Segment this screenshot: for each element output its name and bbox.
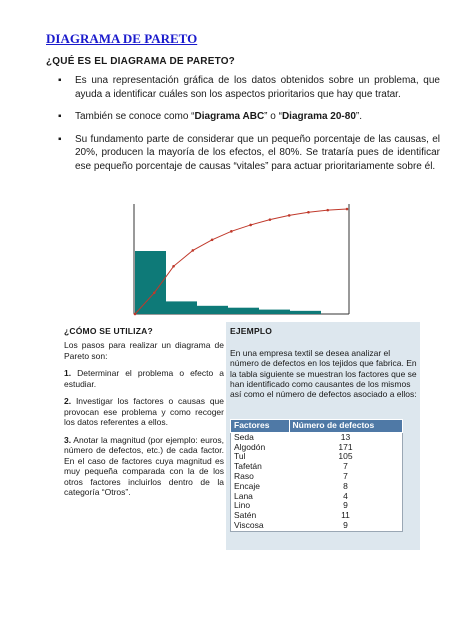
cumulative-point — [153, 292, 156, 295]
cell-factor: Lino — [231, 501, 290, 511]
step-number: 1. — [64, 368, 72, 378]
pareto-bar — [259, 310, 290, 314]
cumulative-point — [211, 239, 214, 242]
cell-factor: Lana — [231, 492, 290, 502]
defects-table — [230, 419, 403, 532]
cell-factor: Encaje — [231, 482, 290, 492]
table-row — [231, 482, 403, 492]
cell-count: 9 — [289, 521, 403, 531]
step-text: Anotar la magnitud (por ejemplo: euros, número de defectos, etc.) de cada factor. En el caso de factores cuya magnitud es muy pequeña comparada con la de los otros factores incluirlos dentro de la categoría “Otros”. — [64, 434, 224, 497]
cell-count: 7 — [289, 472, 403, 482]
term-20-80: Diagrama 20-80 — [281, 111, 356, 122]
cell-factor: Raso — [231, 472, 290, 482]
cumulative-point — [288, 214, 291, 217]
cumulative-point — [269, 218, 272, 221]
term-abc: Diagrama ABC — [194, 111, 265, 122]
cumulative-point — [134, 313, 137, 316]
cell-factor: Tul — [231, 452, 290, 462]
pareto-chart — [120, 200, 352, 317]
table-row — [231, 521, 403, 531]
cumulative-point — [230, 230, 233, 233]
howto-step — [64, 368, 224, 389]
bullet-list — [58, 74, 440, 182]
howto-intro: Los pasos para realizar un diagrama de Pareto son: — [64, 340, 224, 361]
bullet-marker: ▪ — [58, 133, 62, 145]
step-number: 3. — [64, 434, 72, 445]
step-text: Investigar los factores o causas que provocan ese problema y como recoger los datos referentes a ellos. — [64, 396, 224, 427]
bullet-item — [58, 110, 440, 124]
example-heading: EJEMPLO — [230, 326, 273, 336]
step-text: Determinar el problema o efecto a estudiar. — [64, 368, 224, 389]
section-question: ¿QUÉ ES EL DIAGRAMA DE PARETO? — [46, 56, 235, 67]
cell-count: 8 — [289, 482, 403, 492]
cell-count: 105 — [289, 452, 403, 462]
bullet-text-mid: ” o “ — [264, 111, 282, 122]
howto-step — [64, 396, 224, 428]
bullet-text-pre: También se conoce como “ — [75, 111, 195, 122]
bullet-marker: ▪ — [58, 75, 62, 86]
pareto-bar — [197, 306, 228, 314]
bullet-text-post: ”. — [355, 111, 362, 122]
cumulative-point — [326, 209, 329, 212]
header-factores: Factores — [231, 420, 290, 433]
pareto-bar — [166, 301, 197, 314]
howto-column — [64, 340, 224, 505]
cumulative-point — [346, 208, 349, 211]
cell-factor: Satén — [231, 511, 290, 521]
page-title: DIAGRAMA DE PARETO — [46, 31, 198, 46]
bullet-item — [58, 133, 440, 174]
example-text: En una empresa textil se desea analizar el número de defectos en los tejidos que fabrica. En la tabla siguiente se muestran los factores que se han identificado como causantes de los mismos así como el número de defectos asociado a ellos: — [230, 348, 417, 400]
bullet-text: Su fundamento parte de considerar que un pequeño porcentaje de las causas, el 20%, producen la mayoría de los efectos, el 80%. Se trataría pues de identificar ese pequeño porcentaje de causas “vitales” para actuar prioritariamente sobre él. — [75, 133, 440, 172]
cell-count: 9 — [289, 501, 403, 511]
table-header-row — [231, 420, 403, 433]
table-row — [231, 501, 403, 511]
cell-count: 13 — [289, 432, 403, 442]
step-number: 2. — [64, 396, 72, 406]
table-row — [231, 462, 403, 472]
cell-factor: Algodón — [231, 443, 290, 453]
cumulative-point — [307, 211, 310, 214]
cell-count: 11 — [289, 511, 403, 521]
bullet-item — [58, 74, 440, 101]
howto-heading: ¿CÓMO SE UTILIZA? — [64, 326, 153, 336]
cumulative-point — [172, 265, 175, 268]
cell-count: 171 — [289, 443, 403, 453]
cell-count: 7 — [289, 462, 403, 472]
cell-factor: Viscosa — [231, 521, 290, 531]
howto-step — [64, 435, 224, 498]
bullet-marker: ▪ — [58, 111, 62, 122]
cell-factor: Seda — [231, 432, 290, 442]
pareto-bar — [228, 308, 259, 314]
table-row — [231, 443, 403, 453]
cell-count: 4 — [289, 492, 403, 502]
cumulative-point — [249, 224, 252, 227]
table-body — [231, 432, 403, 531]
table-row — [231, 492, 403, 502]
example-panel — [226, 322, 420, 550]
pareto-bar — [290, 311, 321, 314]
cumulative-point — [192, 249, 195, 252]
bullet-text: Es una representación gráfica de los datos obtenidos sobre un problema, que ayuda a identificar cuáles son los aspectos prioritarios que hay que tratar. — [75, 75, 440, 100]
header-defectos: Número de defectos — [289, 420, 403, 433]
cell-factor: Tafetán — [231, 462, 290, 472]
